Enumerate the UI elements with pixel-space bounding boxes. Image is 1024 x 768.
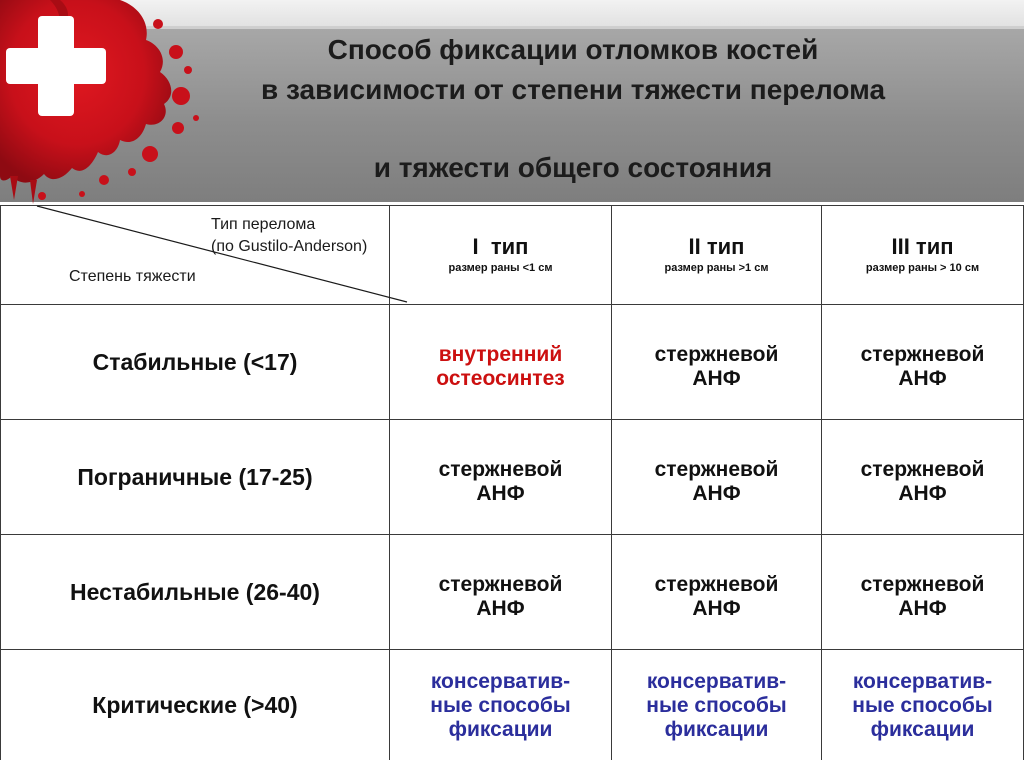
treatment-cell [822, 305, 1023, 419]
treatment-line: стержневой [860, 343, 985, 366]
treatment-line: АНФ [692, 367, 741, 390]
treatment-line: АНФ [898, 597, 947, 620]
treatment-line: ные способы [430, 693, 571, 717]
treatment-line: стержневой [438, 573, 563, 596]
treatment-cell [612, 305, 821, 419]
treatment-line: АНФ [476, 482, 525, 505]
column-wound-size: размер раны >1 см [664, 262, 769, 274]
treatment-cell [612, 420, 821, 534]
column-wound-size: размер раны <1 см [448, 262, 553, 274]
treatment-line: ные способы [852, 693, 993, 717]
treatment-line: стержневой [654, 573, 779, 596]
treatment-cell [390, 305, 611, 419]
treatment-cell [822, 420, 1023, 534]
fixation-table [0, 205, 1024, 762]
treatment-line: стержневой [654, 458, 779, 481]
treatment-cell [822, 535, 1023, 649]
column-type-label: III тип [891, 234, 954, 259]
title-line-1: Способ фиксации отломков костей [327, 34, 819, 65]
column-header-type-2 [612, 206, 821, 304]
treatment-cell [612, 535, 821, 649]
treatment-line: фиксации [664, 717, 769, 741]
slide-title [140, 30, 1006, 188]
treatment-line: консерватив- [646, 669, 787, 693]
treatment-line: фиксации [870, 717, 975, 741]
column-header-type-3 [822, 206, 1023, 304]
treatment-cell [822, 650, 1023, 761]
treatment-line: АНФ [898, 367, 947, 390]
row-header-borderline: Пограничные (17-25) [77, 463, 313, 490]
treatment-line: АНФ [692, 597, 741, 620]
treatment-line: консерватив- [430, 669, 571, 693]
treatment-line: внутренний [438, 343, 563, 366]
row-header-unstable: Нестабильные (26-40) [70, 578, 320, 605]
treatment-cell [390, 650, 611, 761]
treatment-line: АНФ [898, 482, 947, 505]
treatment-line: консерватив- [852, 669, 993, 693]
row-header-critical: Критические (>40) [92, 692, 298, 718]
column-type-label: I тип [472, 234, 529, 259]
treatment-line: стержневой [654, 343, 779, 366]
treatment-line: стержневой [860, 573, 985, 596]
column-type-label: II тип [688, 234, 745, 259]
severity-label: Степень тяжести [69, 268, 196, 285]
fracture-type-label: Тип перелома [211, 216, 316, 233]
treatment-line: АНФ [476, 597, 525, 620]
treatment-line: ные способы [646, 693, 787, 717]
treatment-line: стержневой [860, 458, 985, 481]
classification-label: (по Gustilo-Anderson) [211, 238, 368, 255]
treatment-line: фиксации [448, 717, 553, 741]
treatment-cell [612, 650, 821, 761]
treatment-line: остеосинтез [436, 367, 565, 390]
treatment-line: АНФ [692, 482, 741, 505]
treatment-line: стержневой [438, 458, 563, 481]
column-wound-size: размер раны > 10 см [865, 262, 980, 274]
bottom-margin [0, 760, 1024, 768]
title-line-2: в зависимости от степени тяжести перелома [260, 74, 886, 105]
treatment-cell [390, 420, 611, 534]
title-line-3: и тяжести общего состояния [373, 152, 773, 183]
column-header-type-1 [390, 206, 611, 304]
row-header-stable: Стабильные (<17) [92, 348, 298, 375]
treatment-cell [390, 535, 611, 649]
